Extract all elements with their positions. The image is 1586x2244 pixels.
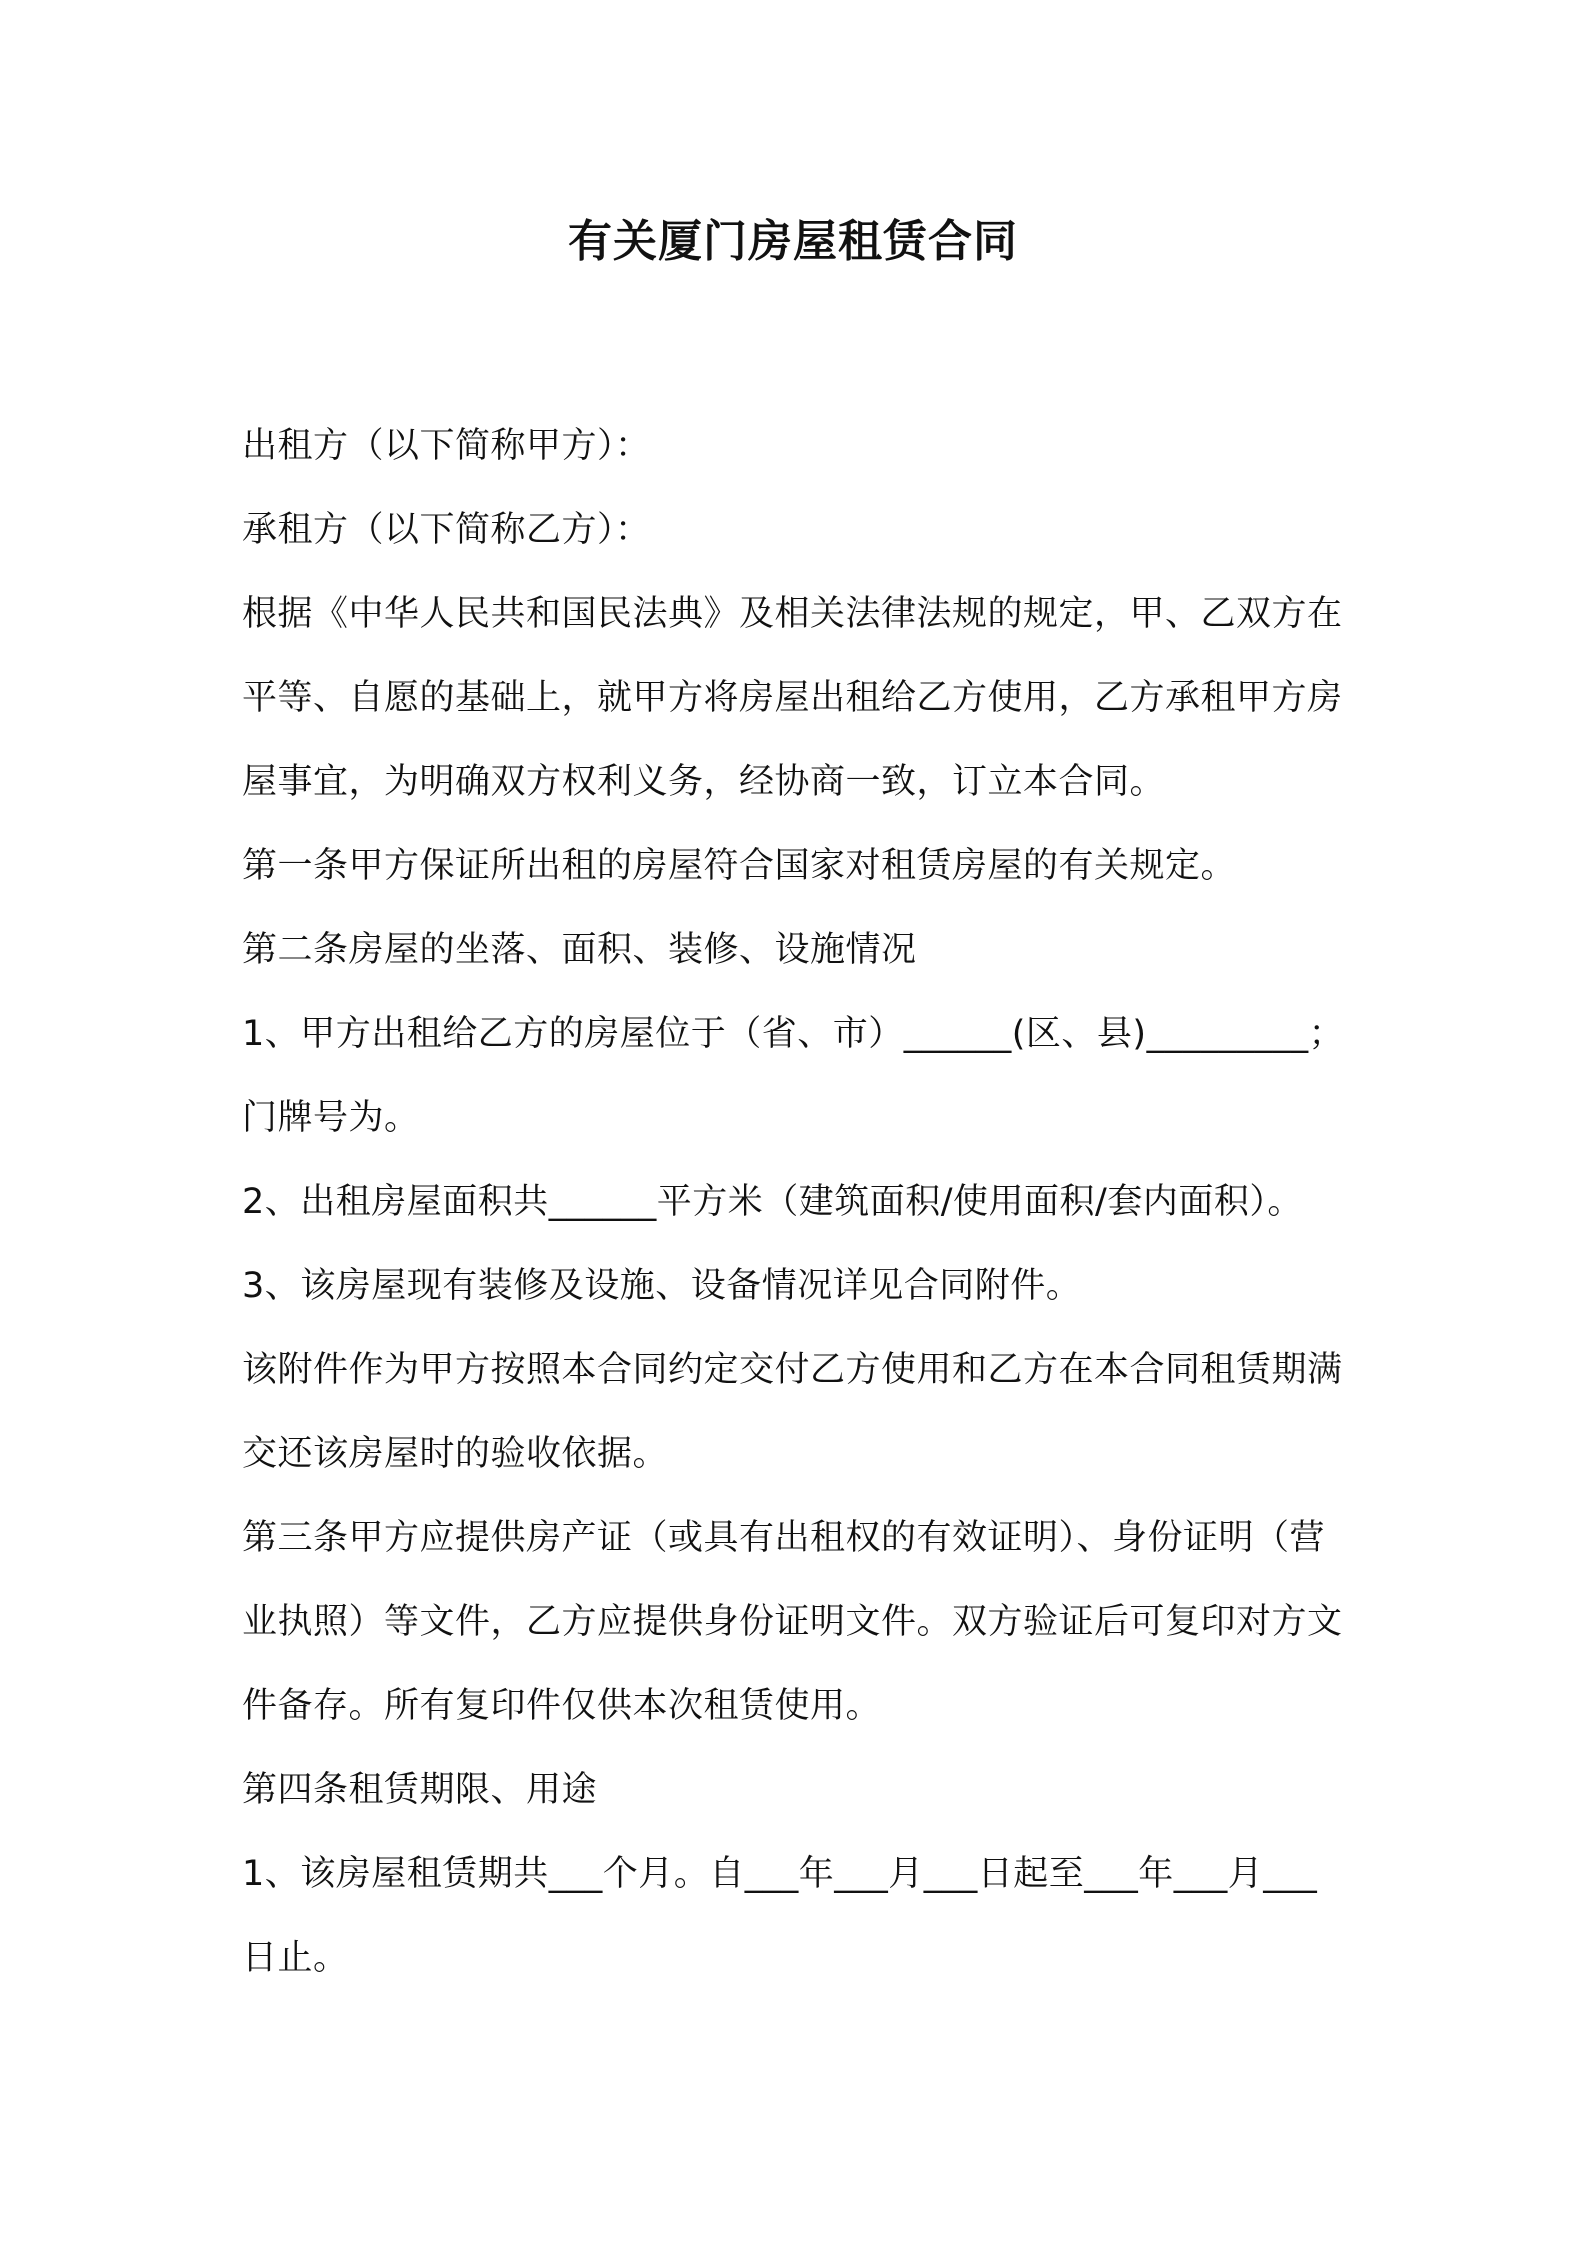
paragraph-attachment-note: 该附件作为甲方按照本合同约定交付乙方使用和乙方在本合同租赁期满交还该房屋时的验收依据。 <box>242 1350 1343 1474</box>
document-title: 有关厦门房屋租赁合同 <box>568 216 1018 267</box>
paragraph-lessee: 承租方（以下简称乙方）： <box>242 510 651 550</box>
paragraph-preamble: 根据《中华人民共和国民法典》及相关法律法规的规定，甲、乙双方在平等、自愿的基础上，就甲方将房屋出租给乙方使用，乙方承租甲方房屋事宜，为明确双方权利义务，经协商一致，订立本合同。 <box>242 594 1343 802</box>
paragraph-article-2-item-3: 3、该房屋现有装修及设施、设备情况详见合同附件。 <box>242 1266 1082 1306</box>
document-body <box>242 404 1352 2000</box>
paragraph-article-2-item-2: 2、出租房屋面积共______平方米（建筑面积/使用面积/套内面积）。 <box>242 1182 1303 1222</box>
paragraph-article-1: 第一条甲方保证所出租的房屋符合国家对租赁房屋的有关规定。 <box>242 846 1237 886</box>
paragraph-article-4-item-1: 1、该房屋租赁期共___个月。自___年___月___日起至___年___月___日止。 <box>242 1854 1318 1978</box>
paragraph-article-4-heading: 第四条租赁期限、用途 <box>242 1770 598 1810</box>
paragraph-article-2-item-1: 1、甲方出租给乙方的房屋位于（省、市）______(区、县)_________；门牌号为。 <box>242 1014 1345 1138</box>
paragraph-article-3: 第三条甲方应提供房产证（或具有出租权的有效证明）、身份证明（营业执照）等文件，乙方应提供身份证明文件。双方验证后可复印对方文件备存。所有复印件仅供本次租赁使用。 <box>242 1518 1343 1726</box>
paragraph-lessor: 出租方（以下简称甲方）： <box>242 426 651 466</box>
paragraph-article-2-heading: 第二条房屋的坐落、面积、装修、设施情况 <box>242 930 917 970</box>
